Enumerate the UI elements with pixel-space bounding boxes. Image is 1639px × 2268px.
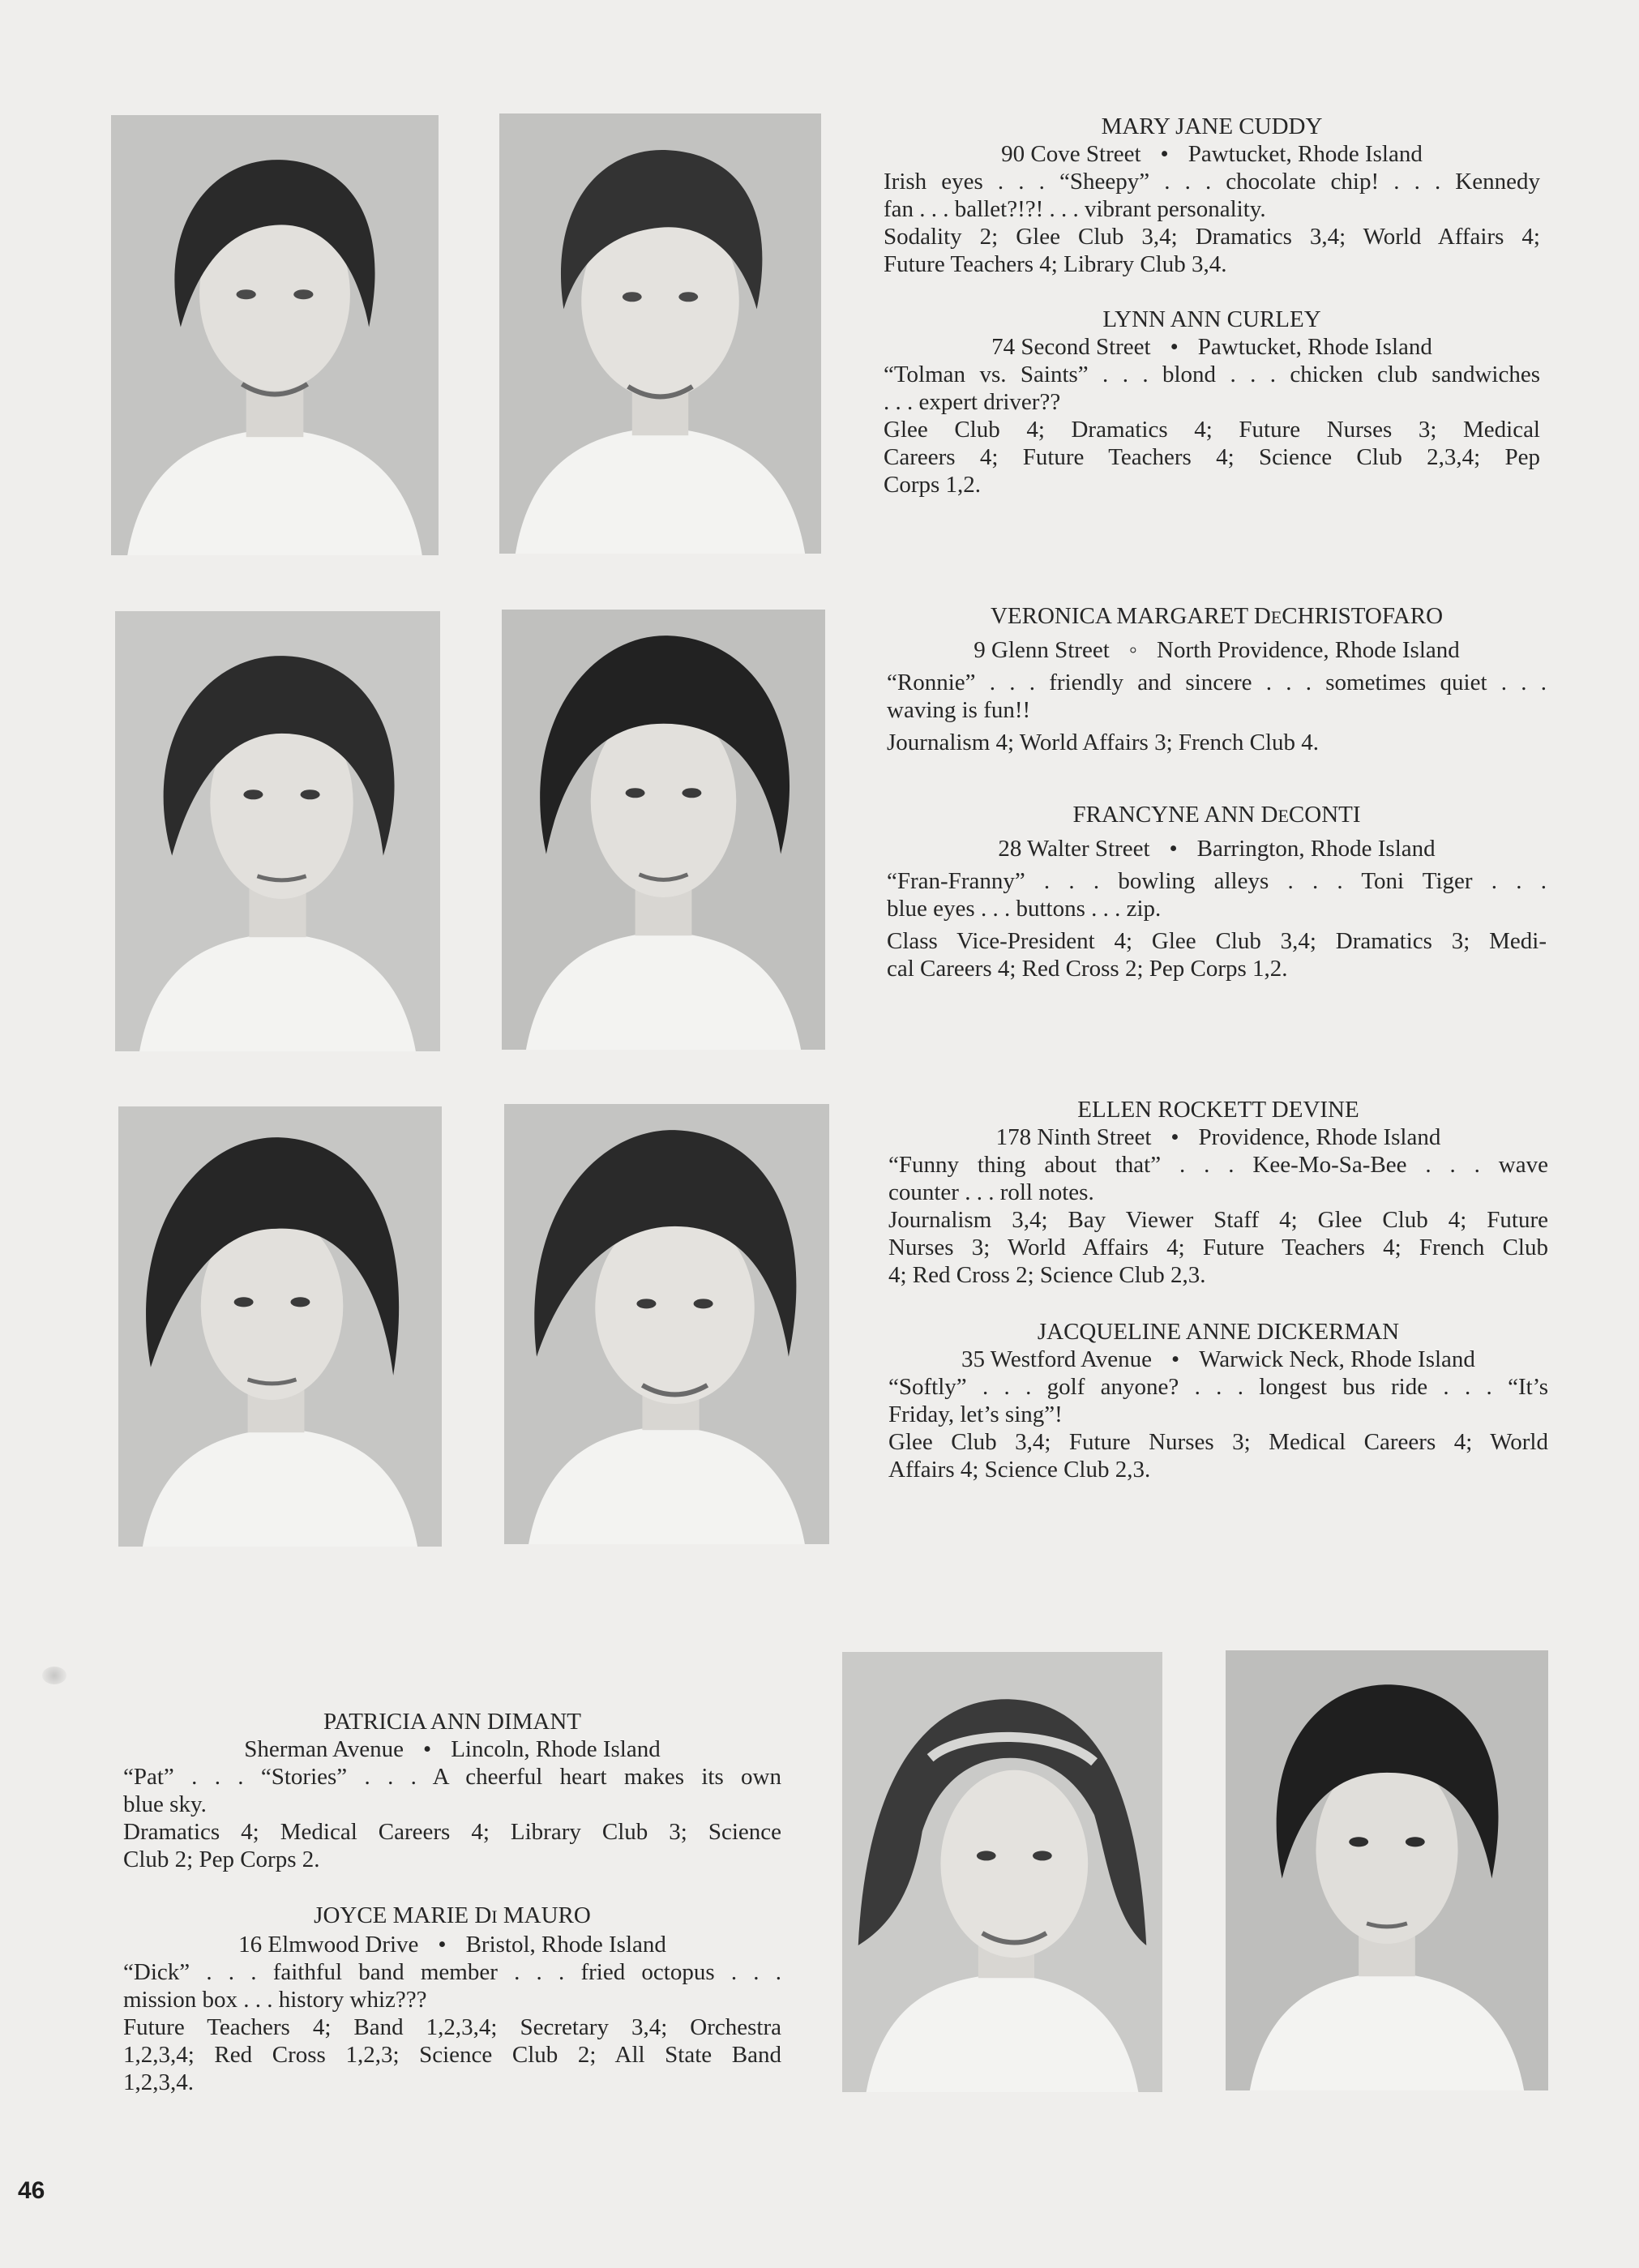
city: Lincoln, Rhode Island bbox=[451, 1736, 661, 1762]
student-address bbox=[888, 1346, 1548, 1373]
student-name: MARY JANE CUDDY bbox=[1101, 113, 1323, 139]
student-address bbox=[887, 636, 1547, 664]
activity-line: Glee Club 3,4; Future Nurses 3; Medical Careers 4; World bbox=[888, 1429, 1548, 1455]
bio-dickerman bbox=[888, 1318, 1548, 1483]
student-address bbox=[887, 835, 1547, 862]
bullet-icon: • bbox=[1170, 334, 1179, 360]
student-name: PATRICIA ANN DIMANT bbox=[323, 1709, 581, 1735]
street: 9 Glenn Street bbox=[974, 637, 1110, 663]
bullet-icon: • bbox=[1169, 836, 1178, 862]
activity-line: Class Vice-President 4; Glee Club 3,4; Dramatics 3; Medi- bbox=[887, 928, 1547, 954]
activity-line: Future Teachers 4; Band 1,2,3,4; Secretary 3,4; Orchestra bbox=[123, 2014, 781, 2040]
city: North Providence, Rhode Island bbox=[1157, 637, 1460, 663]
activity-line: Dramatics 4; Medical Careers 4; Library Club 3; Science bbox=[123, 1819, 781, 1845]
student-name: VERONICA MARGARET DECHRISTOFARO bbox=[990, 603, 1444, 629]
quote-line: . . . expert driver?? bbox=[884, 389, 1061, 415]
bio-cuddy bbox=[884, 113, 1540, 278]
bullet-icon: • bbox=[1160, 141, 1169, 167]
city: Barrington, Rhode Island bbox=[1196, 836, 1436, 862]
bullet-icon: • bbox=[423, 1736, 432, 1762]
activity-line: 1,2,3,4. bbox=[123, 2069, 194, 2095]
student-name: JOYCE MARIE DI MAURO bbox=[314, 1902, 591, 1928]
street: 74 Second Street bbox=[991, 334, 1151, 360]
print-blemish bbox=[42, 1667, 66, 1684]
bio-devine bbox=[888, 1096, 1548, 1289]
quote-line: “Funny thing about that” . . . Kee-Mo-Sa-Bee . . . wave bbox=[888, 1152, 1548, 1178]
activity-line: Nurses 3; World Affairs 4; Future Teachers 4; French Club bbox=[888, 1235, 1548, 1260]
activity-line: Glee Club 4; Dramatics 4; Future Nurses 3; Medical bbox=[884, 417, 1540, 443]
student-address bbox=[884, 333, 1540, 361]
portrait-photo-dimant bbox=[842, 1652, 1162, 2092]
student-address bbox=[123, 1931, 781, 1958]
activity-line: Affairs 4; Science Club 2,3. bbox=[888, 1457, 1151, 1483]
quote-line: “Pat” . . . “Stories” . . . A cheerful heart makes its own bbox=[123, 1764, 781, 1790]
city: Bristol, Rhode Island bbox=[465, 1932, 666, 1958]
quote-line: “Ronnie” . . . friendly and sincere . . . sometimes quiet . . . bbox=[887, 670, 1547, 695]
city: Providence, Rhode Island bbox=[1198, 1124, 1441, 1150]
quote-line: fan . . . ballet?!?! . . . vibrant personality. bbox=[884, 196, 1266, 222]
city: Warwick Neck, Rhode Island bbox=[1199, 1346, 1475, 1372]
student-name: JACQUELINE ANNE DICKERMAN bbox=[1037, 1319, 1400, 1345]
quote-line: “Tolman vs. Saints” . . . blond . . . chicken club sandwiches bbox=[884, 362, 1540, 387]
activity-line: Future Teachers 4; Library Club 3,4. bbox=[884, 251, 1227, 277]
street: 28 Walter Street bbox=[998, 836, 1150, 862]
activity-line: Journalism 4; World Affairs 3; French Club 4. bbox=[887, 730, 1320, 755]
activity-line: Sodality 2; Glee Club 3,4; Dramatics 3,4; World Affairs 4; bbox=[884, 224, 1540, 250]
street: 35 Westford Avenue bbox=[961, 1346, 1153, 1372]
portrait-photo-devine bbox=[118, 1106, 442, 1547]
bio-curley bbox=[884, 306, 1540, 499]
activity-line: Careers 4; Future Teachers 4; Science Club 2,3,4; Pep bbox=[884, 444, 1540, 470]
student-address bbox=[888, 1123, 1548, 1151]
student-address bbox=[123, 1735, 781, 1763]
student-name: FRANCYNE ANN DECONTI bbox=[1072, 802, 1361, 828]
quote-line: counter . . . roll notes. bbox=[888, 1179, 1094, 1205]
street: Sherman Avenue bbox=[244, 1736, 404, 1762]
city: Pawtucket, Rhode Island bbox=[1197, 334, 1432, 360]
student-name: ELLEN ROCKETT DEVINE bbox=[1077, 1097, 1359, 1123]
street: 16 Elmwood Drive bbox=[238, 1932, 419, 1958]
bio-dechristofaro bbox=[887, 602, 1547, 756]
portrait-photo-curley bbox=[499, 113, 821, 554]
student-name: LYNN ANN CURLEY bbox=[1102, 306, 1321, 332]
quote-line: Friday, let’s sing”! bbox=[888, 1401, 1063, 1427]
quote-line: waving is fun!! bbox=[887, 697, 1031, 723]
activity-line: 4; Red Cross 2; Science Club 2,3. bbox=[888, 1262, 1206, 1288]
quote-line: mission box . . . history whiz??? bbox=[123, 1987, 427, 2013]
quote-line: blue sky. bbox=[123, 1791, 207, 1817]
portrait-photo-deconti bbox=[502, 610, 825, 1050]
city: Pawtucket, Rhode Island bbox=[1188, 141, 1423, 167]
quote-line: “Dick” . . . faithful band member . . . fried octopus . . . bbox=[123, 1959, 781, 1985]
bullet-icon: • bbox=[438, 1932, 447, 1958]
quote-line: Irish eyes . . . “Sheepy” . . . chocolate chip! . . . Kennedy bbox=[884, 169, 1540, 195]
bio-di-mauro bbox=[123, 1902, 781, 2096]
portrait-photo-cuddy bbox=[111, 115, 439, 555]
page-number: 46 bbox=[18, 2177, 45, 2204]
activity-line: Journalism 3,4; Bay Viewer Staff 4; Glee Club 4; Future bbox=[888, 1207, 1548, 1233]
portrait-photo-dickerman bbox=[504, 1104, 829, 1544]
activity-line: 1,2,3,4; Red Cross 1,2,3; Science Club 2; All State Band bbox=[123, 2042, 781, 2068]
quote-line: blue eyes . . . buttons . . . zip. bbox=[887, 896, 1162, 922]
activity-line: Corps 1,2. bbox=[884, 472, 982, 498]
activity-line: cal Careers 4; Red Cross 2; Pep Corps 1,2. bbox=[887, 956, 1288, 982]
street: 90 Cove Street bbox=[1001, 141, 1141, 167]
quote-line: “Fran-Franny” . . . bowling alleys . . . Toni Tiger . . . bbox=[887, 868, 1547, 894]
portrait-photo-dechristofaro bbox=[115, 611, 440, 1051]
student-address bbox=[884, 140, 1540, 168]
bio-dimant bbox=[123, 1708, 781, 1873]
street: 178 Ninth Street bbox=[995, 1124, 1152, 1150]
activity-line: Club 2; Pep Corps 2. bbox=[123, 1846, 320, 1872]
bio-deconti bbox=[887, 801, 1547, 982]
quote-line: “Softly” . . . golf anyone? . . . longest bus ride . . . “It’s bbox=[888, 1374, 1548, 1400]
bullet-icon: • bbox=[1171, 1346, 1180, 1372]
bullet-icon: • bbox=[1170, 1124, 1179, 1150]
bullet-icon: ◦ bbox=[1128, 637, 1138, 663]
portrait-photo-di-mauro bbox=[1226, 1650, 1548, 2090]
